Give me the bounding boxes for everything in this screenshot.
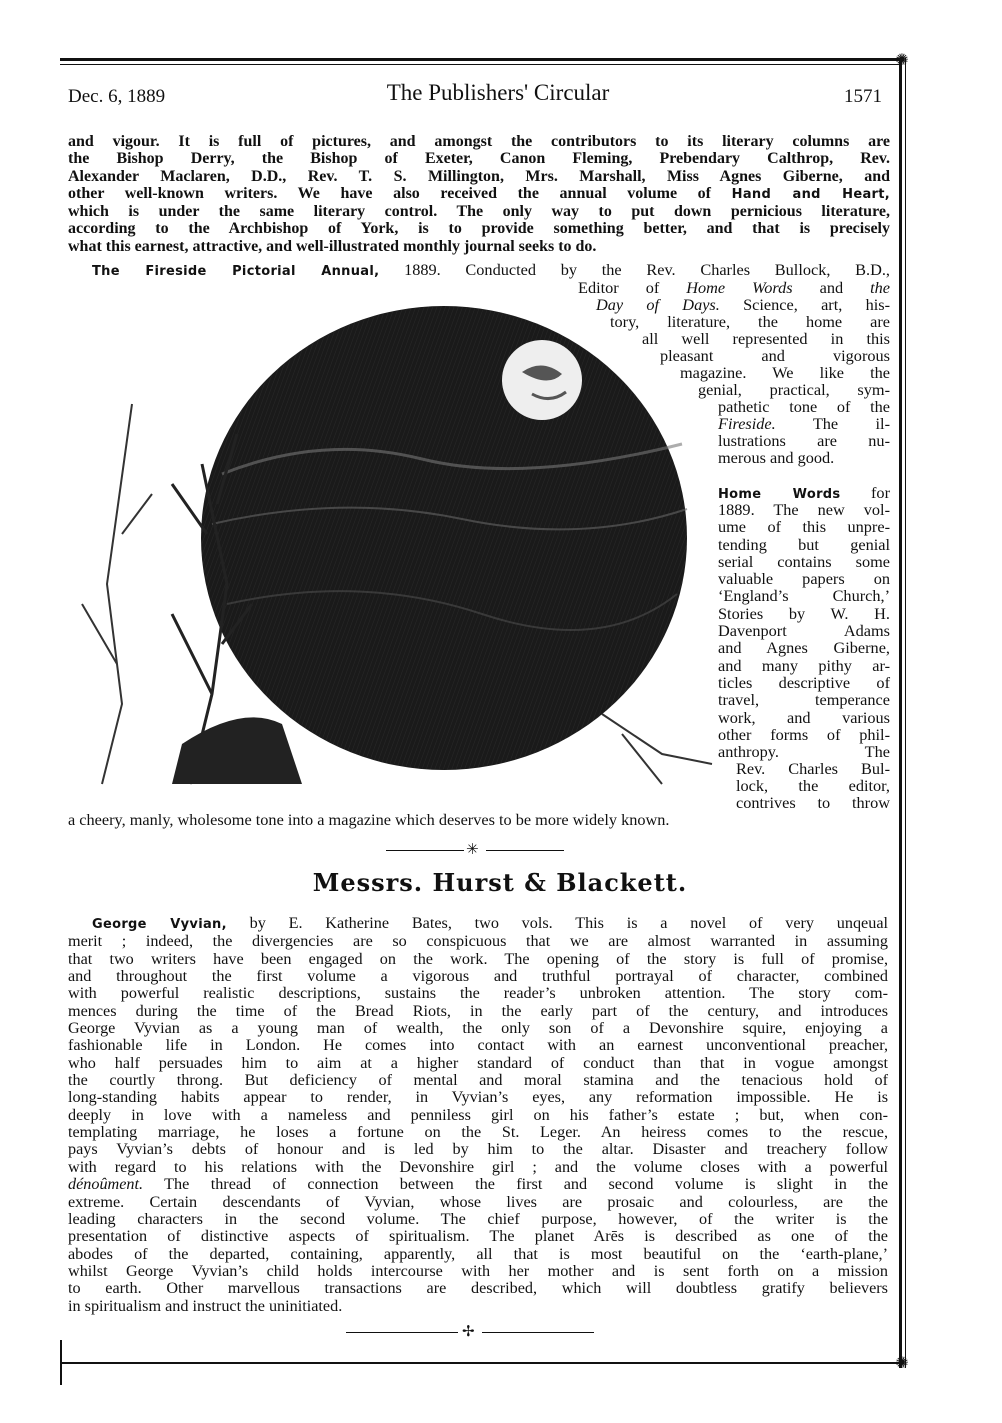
text-line: ticles descriptive of: [718, 672, 890, 692]
text-line: lustrations are nu-: [718, 431, 890, 450]
paragraph-vigour: [68, 133, 890, 255]
text-line: ume of this unpre-: [718, 517, 890, 537]
text-span: The il-: [812, 414, 890, 433]
text-line: magazine. We like the: [680, 363, 890, 382]
hand-and-heart-title: Hand and Heart,: [731, 186, 891, 202]
denouement-em: dénoûment.: [68, 1175, 144, 1194]
separator-line: [386, 850, 464, 851]
text-line: what this earnest, attractive, and well-illustrated monthly journal seeks to do.: [68, 237, 597, 255]
text-line: pleasant and vigorous: [660, 346, 890, 365]
text-line: which is under the same literary control. The only way to put down pernicious literature,: [68, 203, 890, 221]
text-line: leading characters in the second volume. The chief purpose, however, of the writer is the: [68, 1209, 888, 1228]
text-line: who half persuades him to aim at a higher standard of conduct than that in vogue amongst: [68, 1053, 888, 1072]
text-line: the Bishop Derry, the Bishop of Exeter, Canon Fleming, Prebendary Calthrop, Rev.: [68, 150, 890, 168]
text-line: and many pithy ar-: [718, 655, 890, 675]
text-line: other well-known writers. We have also received the annual volume of: [68, 184, 712, 202]
text-line: in spiritualism and instruct the uninitiated.: [68, 1296, 343, 1315]
header-title: The Publishers' Circular: [386, 80, 610, 105]
right-rule: [899, 58, 902, 1368]
text-line: and throughout the first volume a vigorous and truthful portrayal of character, combined: [68, 967, 888, 986]
dagger-ornament-icon: ✢: [462, 1322, 475, 1340]
text-line: and vigour. It is full of pictures, and amongst the contributors to its literary columns are: [68, 133, 890, 150]
text-line: fashionable life in London. He comes into contact with an earnest unconventional preacher,: [68, 1036, 888, 1055]
text-line: with powerful realistic descriptions, sustains the reader’s unbroken attention. The story com-: [68, 984, 888, 1003]
right-plants: [602, 714, 712, 784]
left-plant: [82, 404, 152, 784]
text-line: Davenport Adams: [718, 621, 890, 641]
separator-line: [482, 1332, 594, 1333]
text-line: tending but genial: [718, 534, 890, 554]
header-date: Dec. 6, 1889: [68, 86, 166, 107]
text-line: presentation of distinctive aspects of spiritualism. The planet Arēs is described as one of the: [68, 1227, 888, 1246]
text-line: valuable papers on: [718, 569, 890, 589]
text-span: Science, art, his-: [743, 295, 890, 314]
george-vyvian-title: George Vyvian,: [92, 917, 227, 932]
text-span: and: [819, 278, 844, 297]
text-line: travel, temperance: [718, 690, 890, 710]
text-line: contrives to throw: [736, 793, 890, 812]
bottom-rule: [60, 1362, 902, 1364]
text-line: and Agnes Giberne,: [718, 638, 890, 658]
the-em: the: [870, 278, 891, 297]
text-span: The thread of connection between the first and second volume is slight in the: [143, 1175, 888, 1194]
moonlit-landscape-illustration: [62, 284, 722, 804]
text-line: work, and various: [718, 707, 890, 727]
george-vyvian-review: [68, 915, 888, 1315]
text-line: genial, practical, sym-: [698, 380, 890, 399]
right-rule-thin: [905, 58, 906, 1368]
text-line: templating marriage, he loses a fortune on the St. Leger. An heiress comes to the rescue,: [68, 1123, 888, 1142]
publisher-heading: Messrs. Hurst & Blackett.: [312, 868, 688, 897]
separator-line: [346, 1332, 458, 1333]
text-line: pays Vyvian’s debts of honour and is led by him to the altar. Disaster and treachery follow: [68, 1140, 888, 1159]
text-line: merit ; indeed, the divergencies are so conspicuous that we are almost warranted in assuming: [68, 932, 888, 951]
text-line: Rev. Charles Bul-: [736, 759, 890, 778]
text-line: whilst George Vyvian’s child holds intercourse with her mother and is sent forth on a mission: [68, 1261, 888, 1280]
corner-ornament-icon: ✺: [895, 50, 909, 69]
text-line: pathetic tone of the: [718, 397, 890, 416]
text-line: ‘England’s Church,’: [718, 586, 890, 606]
fireside-em-line: [718, 415, 890, 432]
text-line: all well represented in this: [642, 329, 890, 348]
text-line: lock, the editor,: [736, 776, 890, 795]
fireside-title: The Fireside Pictorial Annual,: [92, 264, 380, 279]
text-line: deeply in love with a nameless and penniless girl on his father’s estate ; but, when con-: [68, 1105, 888, 1124]
day-of-days-em: Day of Days.: [596, 295, 720, 314]
text-line: George Vyvian as a young man of wealth, the only son of a Devonshire squire, enjoying a: [68, 1019, 888, 1038]
text-line: other forms of phil-: [718, 724, 890, 744]
text-span: for: [871, 483, 890, 502]
text-line: anthropy. The: [718, 742, 890, 762]
text-line: long-standing habits appear to render, in Vyvian’s eyes, any reformation impossible. He is: [68, 1088, 888, 1107]
text-line: 1889. Conducted by the Rev. Charles Bullock, B.D.,: [379, 260, 890, 279]
text-line: merous and good.: [718, 448, 835, 467]
top-rule: [60, 58, 900, 61]
text-line: to earth. Other marvellous transactions are described, which will doubtless gratify believers: [68, 1279, 888, 1298]
tree-trunk: [172, 717, 302, 784]
home-words-column: [718, 501, 890, 760]
home-words-title: Home Words: [718, 487, 841, 502]
fireside-em: Fireside.: [718, 414, 776, 433]
text-line: extreme. Certain descendants of Vyvian, whose lives are prosaic and colourless, are the: [68, 1192, 888, 1211]
text-line: tory, literature, the home are: [610, 312, 890, 331]
top-rule-thin: [60, 64, 900, 65]
text-line: Stories by W. H.: [718, 603, 890, 623]
text-span: by E. Katherine Bates, two vols. This is a novel of very unqeual: [226, 914, 889, 932]
text-line: 1889. The new vol-: [718, 500, 890, 519]
text-line: the courtly throng. But deficiency of mental and moral stamina and the tenacious hold of: [68, 1071, 888, 1090]
text-line: mences during the time of the Bread Riots, in the early part of the century, and introduces: [68, 1001, 888, 1020]
text-line: with regard to his relations with the Devonshire girl ; and the volume closes with a powerful: [68, 1157, 888, 1176]
text-line: that two writers have been engaged on the work. The opening of the story is full of promise,: [68, 949, 888, 968]
separator-line: [486, 850, 564, 851]
text-line: a cheery, manly, wholesome tone into a magazine which deserves to be more widely known.: [68, 810, 670, 829]
text-line: according to the Archbishop of York, is to provide something better, and that is precisely: [68, 220, 890, 238]
corner-ornament-icon: ✺: [895, 1353, 909, 1372]
home-words-em: Home Words: [686, 278, 793, 297]
illustration-hatching: [201, 306, 687, 770]
asterisk-ornament-icon: ✳: [466, 840, 479, 858]
header-page-number: 1571: [844, 86, 882, 107]
text-span: Editor of: [578, 278, 660, 297]
text-line: abodes of the departed, containing, apparently, all that is most beautiful on the ‘earth-plane,’: [68, 1244, 888, 1263]
text-line: serial contains some: [718, 551, 890, 571]
text-line: Alexander Maclaren, D.D., Rev. T. S. Millington, Mrs. Marshall, Miss Agnes Giberne, and: [68, 167, 890, 185]
